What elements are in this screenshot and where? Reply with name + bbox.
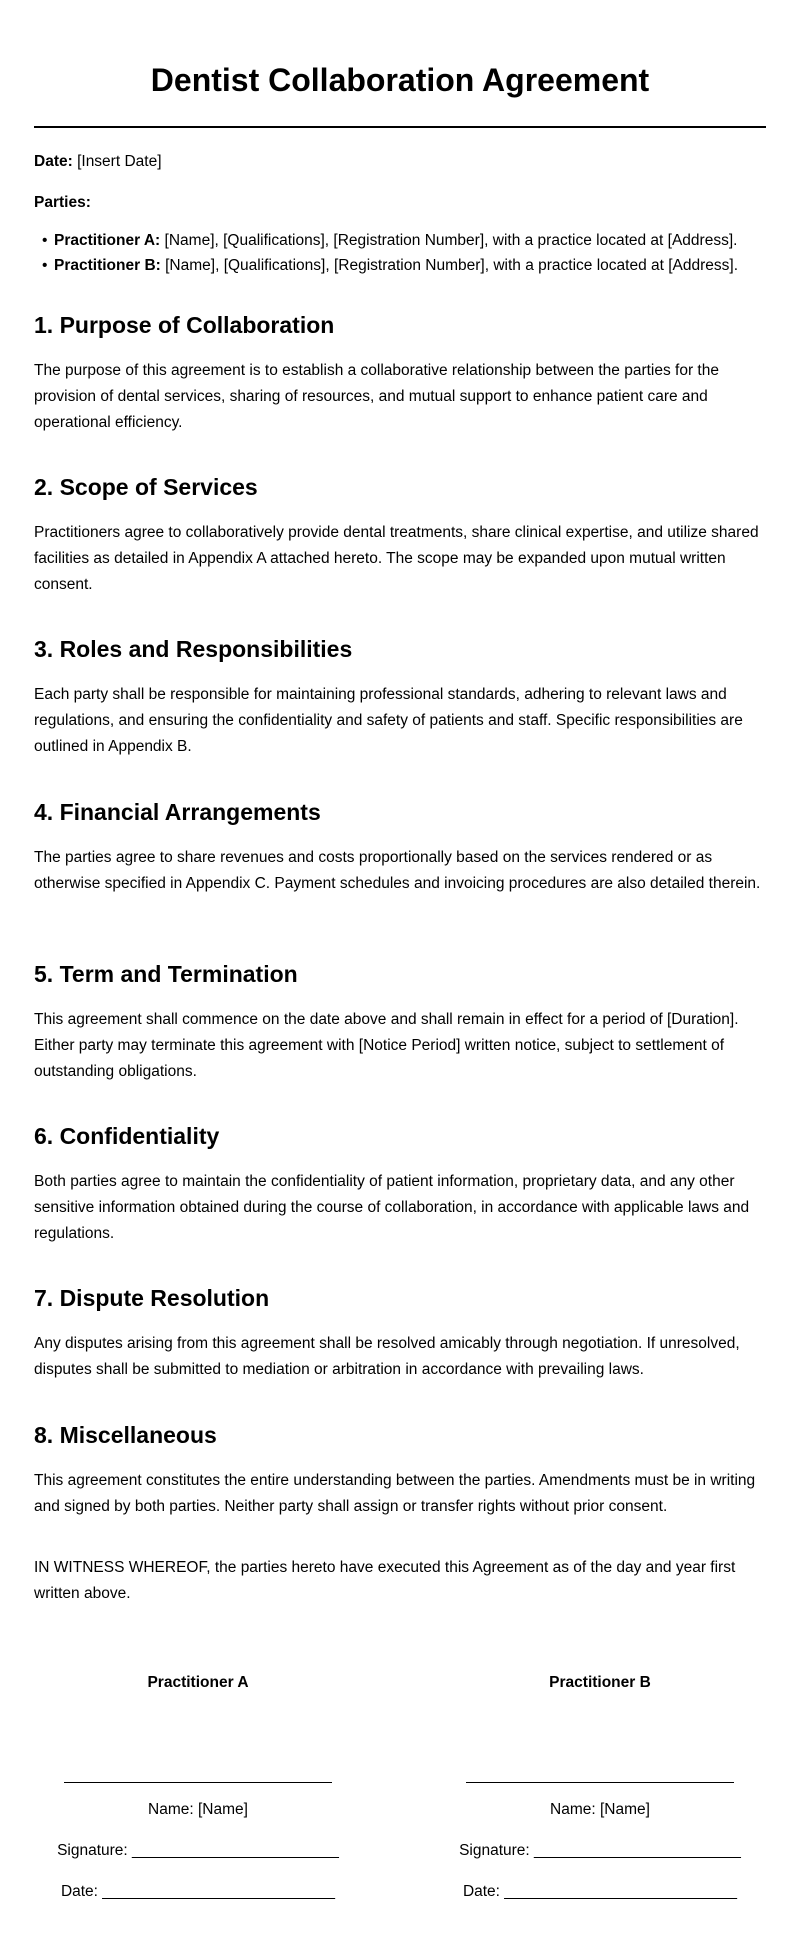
signature-field: Signature: ________________________ <box>57 1842 339 1859</box>
section-body: The purpose of this agreement is to establish a collaborative relationship between the parties for the provision of dental services, sharing of resources, and mutual support to enhance patient care and operational efficiency. <box>34 362 719 431</box>
date-value: [Insert Date] <box>77 153 162 170</box>
party-text: [Name], [Qualifications], [Registration Number], with a practice located at [Address]. <box>165 257 739 274</box>
party-label: Practitioner A: <box>54 232 161 249</box>
section-term <box>34 959 766 1085</box>
section-miscellaneous <box>34 1420 766 1520</box>
title-divider <box>34 126 766 128</box>
section-body: Any disputes arising from this agreement shall be resolved amicably through negotiation. If unresolved, disputes shall be submitted to mediation or arbitration in accordance with prevailing laws. <box>34 1335 740 1378</box>
signature-block-a <box>38 1672 358 1903</box>
date-line <box>34 151 766 173</box>
document-title: Dentist Collaboration Agreement <box>150 62 650 98</box>
signature-heading: Practitioner B <box>549 1674 651 1691</box>
section-dispute <box>34 1283 766 1383</box>
section-heading: 8. Miscellaneous <box>34 1422 217 1448</box>
signature-name: Name: [Name] <box>550 1801 650 1818</box>
signature-date: Date: ___________________________ <box>60 1883 336 1900</box>
section-body: This agreement constitutes the entire understanding between the parties. Amendments must be in writing and signed by both parties. Neither party shall assign or transfer rights without prior consent. <box>34 1472 756 1515</box>
section-body: Practitioners agree to collaboratively provide dental treatments, share clinical expertise, and utilize shared facilities as detailed in Appendix A attached hereto. The scope may be expanded upon mutual written consent. <box>34 524 759 593</box>
parties-list <box>34 228 774 278</box>
signature-heading: Practitioner A <box>147 1674 249 1691</box>
signature-line <box>466 1782 734 1783</box>
parties-label: Parties: <box>34 194 91 211</box>
section-heading: 3. Roles and Responsibilities <box>34 636 353 662</box>
party-label: Practitioner B: <box>54 257 161 274</box>
section-heading: 1. Purpose of Collaboration <box>34 312 335 338</box>
party-text: [Name], [Qualifications], [Registration Number], with a practice located at [Address]. <box>164 232 738 249</box>
section-body: Each party shall be responsible for maintaining professional standards, adhering to relevant laws and regulations, and ensuring the confidentiality and safety of patients and staff. Specific responsibilities are outlined in Appendix B. <box>34 686 743 755</box>
signature-line <box>64 1782 332 1783</box>
section-body: This agreement shall commence on the date above and shall remain in effect for a period of [Duration]. Either party may terminate this agreement with [Notice Period] written notice, subject to settlement of outstanding obligations. <box>34 1011 739 1080</box>
section-confidentiality <box>34 1121 766 1247</box>
party-item-b <box>34 253 774 278</box>
section-heading: 4. Financial Arrangements <box>34 799 321 825</box>
signature-date: Date: ___________________________ <box>462 1883 738 1900</box>
section-roles <box>34 634 766 760</box>
section-heading: 2. Scope of Services <box>34 474 258 500</box>
section-body: The parties agree to share revenues and costs proportionally based on the services rendered or as otherwise specified in Appendix C. Payment schedules and invoicing procedures are also detailed therein. <box>34 849 761 892</box>
section-heading: 5. Term and Termination <box>34 961 298 987</box>
section-scope <box>34 472 766 598</box>
signature-name: Name: [Name] <box>148 1801 248 1818</box>
section-heading: 7. Dispute Resolution <box>34 1285 270 1311</box>
signature-field: Signature: ________________________ <box>459 1842 741 1859</box>
signature-block-b <box>440 1672 760 1903</box>
date-label: Date: <box>34 153 73 170</box>
party-item-a <box>34 228 774 253</box>
witness-statement: IN WITNESS WHEREOF, the parties hereto have executed this Agreement as of the day and year first written above. <box>34 1559 736 1602</box>
section-body: Both parties agree to maintain the confidentiality of patient information, proprietary data, and any other sensitive information obtained during the course of collaboration, in accordance with applicable laws and regulations. <box>34 1173 750 1242</box>
parties-heading <box>34 192 766 214</box>
section-purpose <box>34 310 766 436</box>
section-heading: 6. Confidentiality <box>34 1123 220 1149</box>
section-financial <box>34 797 766 897</box>
